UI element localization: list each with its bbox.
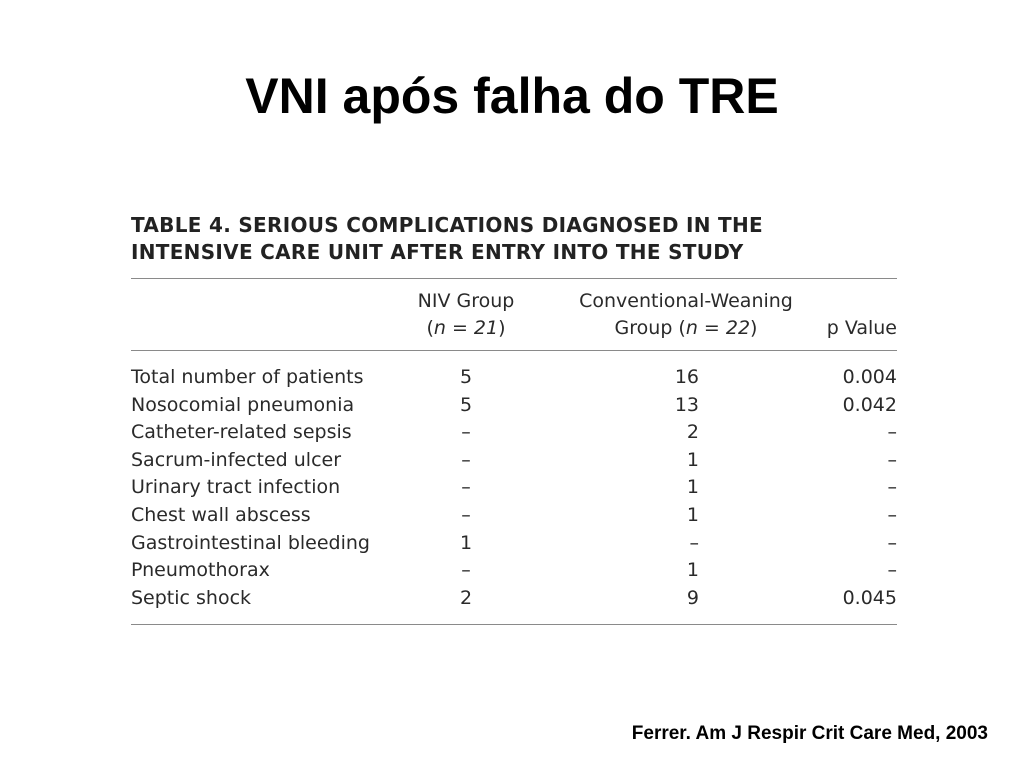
row-label: Urinary tract infection bbox=[131, 476, 341, 499]
table-caption bbox=[131, 212, 897, 278]
table-row bbox=[131, 392, 897, 420]
row-label: Gastrointestinal bleeding bbox=[131, 531, 370, 554]
header-conventional-label: Conventional-Weaning bbox=[579, 290, 793, 312]
row-niv-value: – bbox=[461, 503, 471, 526]
row-p-value: 0.042 bbox=[842, 393, 897, 416]
table-row bbox=[131, 419, 897, 447]
row-niv-value: – bbox=[461, 448, 471, 471]
row-conv-value: 16 bbox=[674, 366, 699, 388]
row-niv-value: 5 bbox=[459, 366, 473, 388]
row-label: Sacrum-infected ulcer bbox=[131, 448, 342, 471]
row-conv-value: 13 bbox=[674, 393, 699, 416]
table-row bbox=[131, 530, 897, 558]
row-niv-value: 1 bbox=[459, 531, 473, 554]
row-p-value: – bbox=[887, 531, 897, 554]
row-conv-value: 1 bbox=[686, 503, 699, 526]
table-header-row bbox=[131, 279, 897, 350]
row-p-value: – bbox=[887, 476, 897, 499]
citation: Ferrer. Am J Respir Crit Care Med, 2003 bbox=[631, 723, 988, 744]
row-niv-value: 5 bbox=[459, 393, 473, 416]
header-conventional-n bbox=[551, 315, 821, 342]
row-niv-value: – bbox=[461, 476, 471, 499]
header-conv-n-value: n = 22 bbox=[685, 317, 751, 339]
row-label: Chest wall abscess bbox=[131, 503, 311, 526]
row-p-value: 0.004 bbox=[842, 366, 897, 388]
table-body bbox=[131, 351, 897, 624]
slide-title: VNI após falha do TRE bbox=[245, 68, 779, 124]
header-niv-group-label: NIV Group bbox=[417, 290, 515, 312]
header-conventional-group bbox=[551, 288, 821, 342]
row-conv-value: 1 bbox=[686, 559, 699, 582]
row-conv-value: 1 bbox=[686, 448, 699, 471]
table-row bbox=[131, 557, 897, 585]
row-conv-value: 1 bbox=[686, 476, 699, 499]
row-conv-value: – bbox=[689, 531, 699, 554]
header-conv-close-paren: ) bbox=[750, 317, 758, 339]
header-p-value: p Value bbox=[826, 317, 897, 339]
row-niv-value: – bbox=[461, 559, 471, 582]
header-niv-open-paren: ( bbox=[426, 317, 434, 339]
row-label: Catheter-related sepsis bbox=[131, 421, 352, 444]
row-label: Septic shock bbox=[131, 586, 252, 609]
row-p-value: – bbox=[887, 448, 897, 471]
header-niv-n-value: n = 21 bbox=[433, 317, 499, 339]
table-bottom-rule bbox=[131, 624, 897, 625]
row-niv-value: 2 bbox=[459, 586, 473, 609]
row-p-value: – bbox=[887, 421, 897, 444]
table-row bbox=[131, 585, 897, 613]
table-row bbox=[131, 502, 897, 530]
header-niv-group-n bbox=[403, 315, 529, 342]
table-row bbox=[131, 447, 897, 475]
row-p-value: – bbox=[887, 503, 897, 526]
table-row bbox=[131, 474, 897, 502]
row-conv-value: 9 bbox=[686, 586, 699, 609]
complications-table bbox=[131, 212, 897, 625]
header-niv-group bbox=[403, 288, 529, 342]
row-label: Total number of patients bbox=[131, 366, 364, 388]
header-niv-close-paren: ) bbox=[498, 317, 506, 339]
row-label: Nosocomial pneumonia bbox=[131, 393, 355, 416]
row-conv-value: 2 bbox=[686, 421, 699, 444]
row-p-value: 0.045 bbox=[842, 586, 897, 609]
row-p-value: – bbox=[887, 559, 897, 582]
table-caption-line-2: INTENSIVE CARE UNIT AFTER ENTRY INTO THE STUDY bbox=[131, 240, 744, 264]
header-conv-group-prefix: Group ( bbox=[614, 317, 686, 339]
table-caption-line-1: TABLE 4. SERIOUS COMPLICATIONS DIAGNOSED IN THE bbox=[131, 213, 763, 237]
row-label: Pneumothorax bbox=[131, 559, 270, 582]
row-niv-value: – bbox=[461, 421, 471, 444]
table-row bbox=[131, 364, 897, 392]
